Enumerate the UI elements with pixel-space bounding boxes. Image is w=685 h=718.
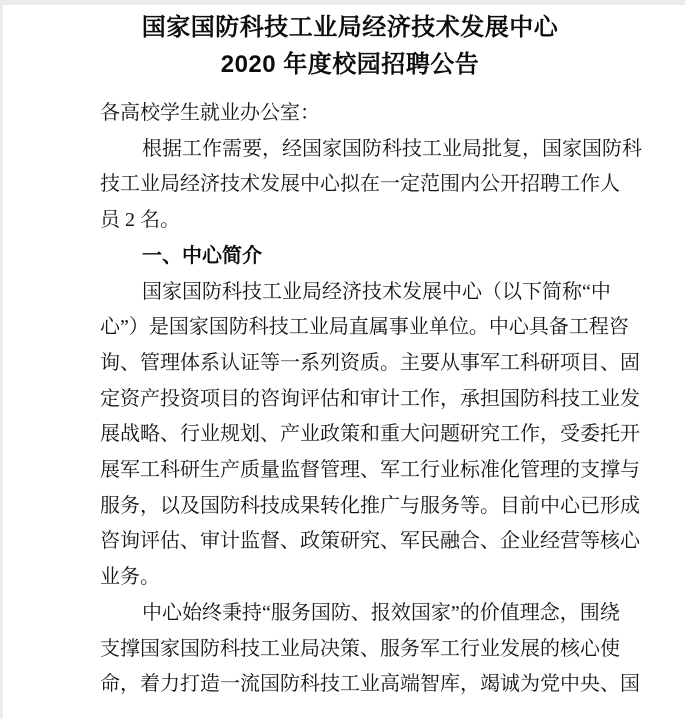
section-1-paragraph-1 [100, 275, 640, 596]
document-body [100, 96, 642, 703]
text-line: 业务。 [100, 566, 160, 589]
document-content [100, 9, 642, 703]
text-line: 国家国防科技工业局经济技术发展中心（以下简称“中 [142, 280, 611, 303]
section-1-heading: 一、中心简介 [142, 244, 262, 267]
text-line: 中心始终秉持“服务国防、报效国家”的价值理念，围绕 [142, 601, 620, 624]
text-line: 服务，以及国防科技成果转化推广与服务等。目前中心已形成 [100, 494, 640, 517]
text-line: 支撑国家国防科技工业局决策、服务军工行业发展的核心使 [100, 637, 620, 660]
text-line: 员 2 名。 [100, 209, 180, 232]
text-line: 定资产投资项目的咨询评估和审计工作，承担国防科技工业发 [100, 387, 640, 410]
page-edge-top [0, 0, 685, 5]
title-line-2: 2020 年度校园招聘公告 [220, 51, 480, 78]
page-edge-left [0, 0, 3, 718]
section-1-paragraph-2 [100, 596, 640, 703]
text-line: 命，着力打造一流国防科技工业高端智库，竭诚为党中央、国 [100, 673, 640, 696]
document-title [90, 9, 610, 83]
title-line-1: 国家国防科技工业局经济技术发展中心 [141, 14, 559, 41]
text-line: 展军工科研生产质量监督管理、军工行业标准化管理的支撑与 [100, 459, 640, 482]
text-line: 技工业局经济技术发展中心拟在一定范围内公开招聘工作人 [100, 173, 620, 196]
text-line: 咨询评估、审计监督、政策研究、军民融合、企业经营等核心 [100, 530, 640, 553]
text-line: 根据工作需要，经国家国防科技工业局批复，国家国防科 [142, 137, 642, 160]
text-line: 心”）是国家国防科技工业局直属事业单位。中心具备工程咨 [100, 316, 629, 339]
text-line: 展战略、行业规划、产业政策和重大问题研究工作，受委托开 [100, 423, 640, 446]
opening-paragraph [100, 132, 642, 239]
text-line: 询、管理体系认证等一系列资质。主要从事军工科研项目、固 [100, 351, 640, 374]
salutation: 各高校学生就业办公室： [100, 102, 320, 124]
